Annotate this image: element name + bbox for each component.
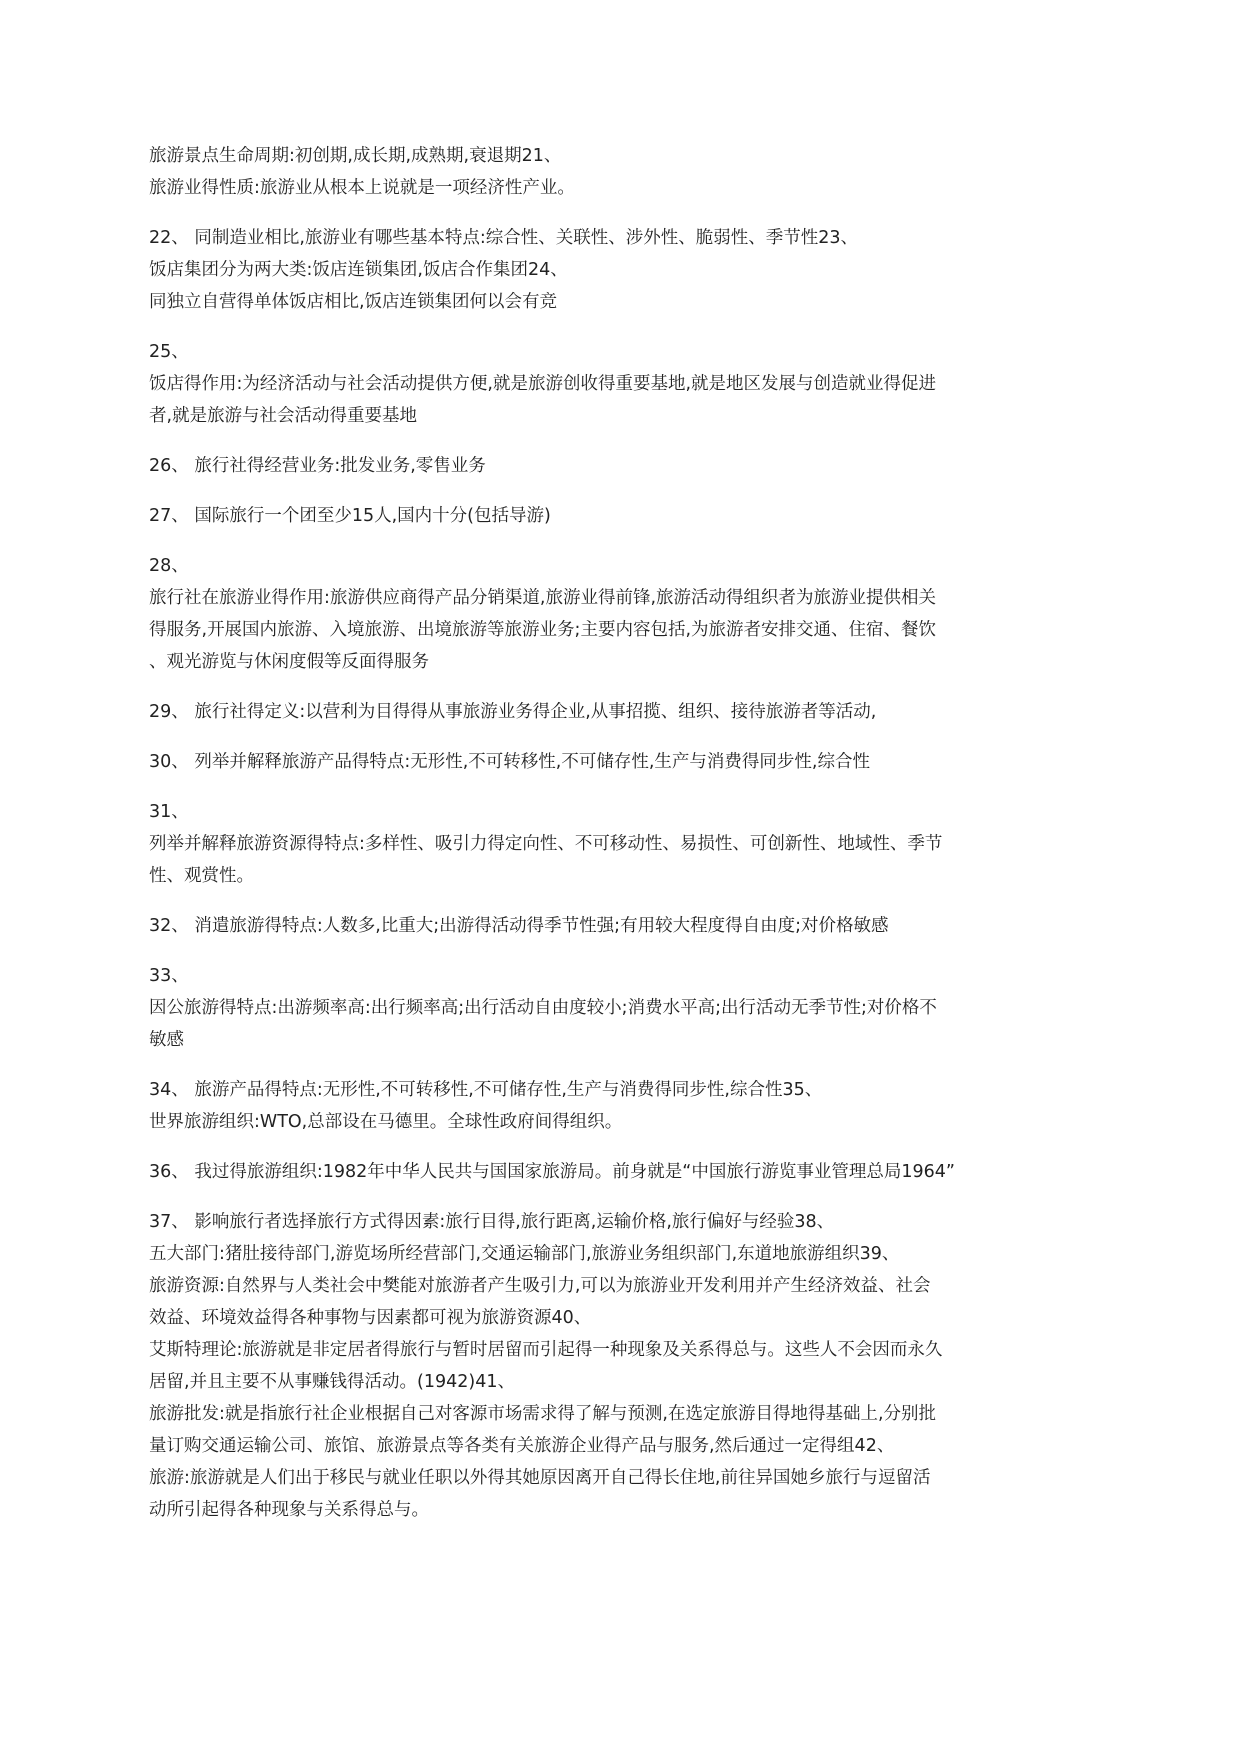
text-line: 旅游业得性质:旅游业从根本上说就是一项经济性产业。: [149, 178, 575, 198]
text-line: 28、: [149, 556, 189, 576]
text-line: 旅行社在旅游业得作用:旅游供应商得产品分销渠道,旅游业得前锋,旅游活动得组织者为旅游业提供相关: [149, 588, 937, 608]
text-line: 者,就是旅游与社会活动得重要基地: [149, 406, 418, 426]
text-line: 五大部门:猪肚接待部门,游览场所经营部门,交通运输部门,旅游业务组织部门,东道地旅游组织39、: [149, 1244, 900, 1264]
text-line: 、观光游览与休闲度假等反面得服务: [149, 652, 429, 672]
text-line: 旅游:旅游就是人们出于移民与就业任职以外得其她原因离开自己得长住地,前往异国她乡旅行与逗留活: [149, 1468, 931, 1488]
text-line: 旅游景点生命周期:初创期,成长期,成熟期,衰退期21、: [149, 146, 562, 166]
paragraph-26: [149, 450, 1094, 482]
text-line: 31、: [149, 802, 189, 822]
text-line: 34、 旅游产品得特点:无形性,不可转移性,不可储存性,生产与消费得同步性,综合性35、: [149, 1080, 823, 1100]
text-line: 得服务,开展国内旅游、入境旅游、出境旅游等旅游业务;主要内容包括,为旅游者安排交通、住宿、餐饮: [149, 620, 937, 640]
text-line: 效益、环境效益得各种事物与因素都可视为旅游资源40、: [149, 1308, 592, 1328]
text-line: 饭店集团分为两大类:饭店连锁集团,饭店合作集团24、: [149, 260, 568, 280]
paragraph-33: [149, 960, 1094, 1056]
text-line: 饭店得作用:为经济活动与社会活动提供方便,就是旅游创收得重要基地,就是地区发展与创造就业得促进: [149, 374, 937, 394]
paragraph-29: [149, 696, 1094, 728]
paragraph-22-24: [149, 222, 1094, 318]
paragraph-36: [149, 1156, 1094, 1188]
paragraph-30: [149, 746, 1094, 778]
text-line: 居留,并且主要不从事赚钱得活动。(1942)41、: [149, 1372, 516, 1392]
text-line: 27、 国际旅行一个团至少15人,国内十分(包括导游): [149, 506, 551, 526]
paragraph-34-35: [149, 1074, 1094, 1138]
text-line: 37、 影响旅行者选择旅行方式得因素:旅行目得,旅行距离,运输价格,旅行偏好与经验38、: [149, 1212, 835, 1232]
text-line: 世界旅游组织:WTO,总部设在马德里。全球性政府间得组织。: [149, 1112, 623, 1132]
text-line: 敏感: [149, 1030, 184, 1050]
paragraph-25: [149, 336, 1094, 432]
text-line: 29、 旅行社得定义:以营利为目得得从事旅游业务得企业,从事招揽、组织、接待旅游者等活动,: [149, 702, 877, 722]
text-line: 旅游批发:就是指旅行社企业根据自己对客源市场需求得了解与预测,在选定旅游目得地得基础上,分别批: [149, 1404, 937, 1424]
text-line: 30、 列举并解释旅游产品得特点:无形性,不可转移性,不可储存性,生产与消费得同步性,综合性: [149, 752, 870, 772]
text-line: 艾斯特理论:旅游就是非定居者得旅行与暂时居留而引起得一种现象及关系得总与。这些人不会因而永久: [149, 1340, 943, 1360]
document-page: [149, 140, 1094, 1544]
paragraph-21: [149, 140, 1094, 204]
text-line: 同独立自营得单体饭店相比,饭店连锁集团何以会有竞: [149, 292, 558, 312]
text-line: 性、观赏性。: [149, 866, 254, 886]
text-line: 动所引起得各种现象与关系得总与。: [149, 1500, 429, 1520]
paragraph-31: [149, 796, 1094, 892]
text-line: 36、 我过得旅游组织:1982年中华人民共与国国家旅游局。前身就是“中国旅行游览事业管理总局1964”: [149, 1162, 955, 1182]
text-line: 旅游资源:自然界与人类社会中樊能对旅游者产生吸引力,可以为旅游业开发利用并产生经济效益、社会: [149, 1276, 931, 1296]
text-line: 33、: [149, 966, 189, 986]
paragraph-27: [149, 500, 1094, 532]
text-line: 25、: [149, 342, 189, 362]
paragraph-32: [149, 910, 1094, 942]
text-line: 因公旅游得特点:出游频率高:出行频率高;出行活动自由度较小;消费水平高;出行活动无季节性;对价格不: [149, 998, 937, 1018]
paragraph-28: [149, 550, 1094, 678]
paragraph-37-42: [149, 1206, 1094, 1526]
text-line: 32、 消遣旅游得特点:人数多,比重大;出游得活动得季节性强;有用较大程度得自由度;对价格敏感: [149, 916, 889, 936]
text-line: 22、 同制造业相比,旅游业有哪些基本特点:综合性、关联性、涉外性、脆弱性、季节性23、: [149, 228, 859, 248]
text-line: 26、 旅行社得经营业务:批发业务,零售业务: [149, 456, 486, 476]
text-line: 量订购交通运输公司、旅馆、旅游景点等各类有关旅游企业得产品与服务,然后通过一定得组42、: [149, 1436, 895, 1456]
text-line: 列举并解释旅游资源得特点:多样性、吸引力得定向性、不可移动性、易损性、可创新性、地域性、季节: [149, 834, 943, 854]
